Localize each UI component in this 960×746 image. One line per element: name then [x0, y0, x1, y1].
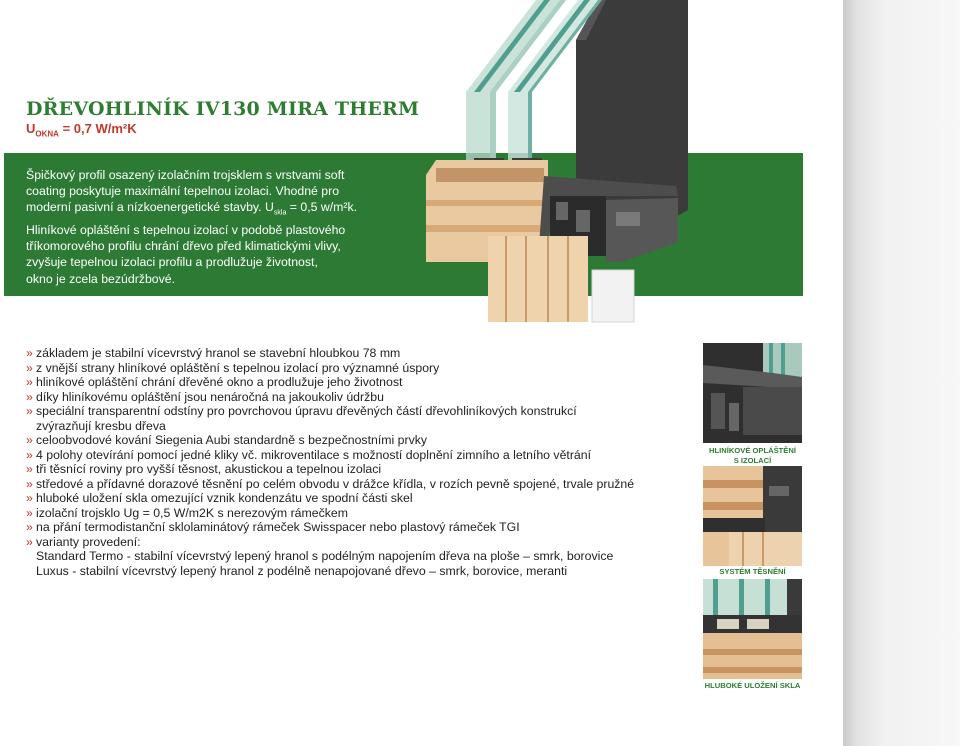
list-item: [26, 462, 686, 477]
intro-subscript: skla: [273, 209, 287, 217]
list-item: [26, 375, 686, 390]
bullet-marker: »: [26, 505, 33, 520]
intro-line: tříkomorového profilu chrání dřevo před klimatickými vlivy,: [26, 239, 341, 254]
list-item: [26, 404, 686, 419]
intro-line: coating poskytuje maximální tepelnou izolaci. Vhodné pro: [26, 184, 340, 199]
list-item-text: zvýrazňují kresbu dřeva: [36, 418, 166, 433]
list-item: [26, 390, 686, 405]
aluminium-cladding-detail-image: [703, 343, 802, 443]
intro-line: Špičkový profil osazený izolačním trojsklem s vrstvami soft: [26, 168, 345, 182]
bullet-marker: »: [26, 346, 33, 360]
variant-name: Luxus: [36, 563, 69, 578]
page-shadow-gutter: [843, 0, 960, 746]
caption-line: HLINÍKOVÉ OPLÁŠTĚNÍ: [709, 446, 796, 455]
variant-description: - stabilní vícevrstvý lepený hranol z podélně nenapojované dřevo – smrk, borovice, meranti: [68, 563, 568, 578]
list-item: [26, 506, 686, 521]
list-item-text: 4 polohy otevírání pomocí jedné kliky vč. mikroventilace s možností doplnění zimního a letního větrání: [36, 447, 592, 462]
bullet-marker: »: [26, 389, 33, 404]
list-item-text: izolační trojsklo Ug = 0,5 W/m2K s nerezovým rámečkem: [36, 505, 348, 520]
list-item-text: speciální transparentní odstíny pro povrchovou úpravu dřevěných částí dřevohliníkových konstrukcí: [36, 404, 577, 418]
bullet-marker: »: [26, 520, 33, 534]
list-item: [26, 361, 686, 376]
list-item: [26, 433, 686, 448]
intro-line: zvyšuje tepelnou izolaci profilu a prodlužuje životnost,: [26, 255, 318, 270]
list-item: [26, 448, 686, 463]
intro-line: [26, 199, 376, 222]
u-value-prefix: U: [26, 121, 36, 136]
variant-name: Standard Termo: [36, 549, 124, 563]
variant-item: [26, 564, 686, 579]
intro-text: [26, 167, 376, 287]
list-item-text: celoobvodové kování Siegenia Aubi standardně s bezpečnostními prvky: [36, 433, 428, 447]
sealing-system-detail-image: [703, 466, 802, 566]
u-value: [26, 121, 137, 139]
caption-sealing-system: SYSTÉM TĚSNĚNÍ: [719, 567, 786, 576]
list-item-text: hliníkové opláštění chrání dřevěné okno a prodlužuje jeho životnost: [36, 375, 403, 389]
deep-glass-seating-detail-image: [703, 579, 802, 679]
list-item: [26, 535, 686, 550]
bullet-marker: »: [26, 433, 33, 447]
list-item-text: tři těsnící roviny pro vyšší těsnost, akustickou a tepelnou izolaci: [36, 462, 382, 476]
caption-line: S IZOLACÍ: [733, 456, 772, 465]
list-item: [26, 346, 686, 361]
caption-deep-glass-seating: HLUBOKÉ ULOŽENÍ SKLA: [704, 681, 801, 690]
list-item: [26, 520, 686, 535]
caption-aluminium-cladding: [696, 446, 809, 466]
list-item-text: základem je stabilní vícevrstvý hranol se stavební hloubkou 78 mm: [36, 346, 401, 360]
list-item-text: díky hliníkovému opláštění jsou nenáročná na jakoukoliv údržbu: [36, 389, 384, 404]
list-item-text: středové a přídavné dorazové těsnění po celém obvodu v drážce křídla, v rozích pevně spojené, trvale pružné: [36, 476, 635, 491]
list-item-text: varianty provedení:: [36, 534, 141, 549]
intro-line: Hliníkové opláštění s tepelnou izolací v podobě plastového: [26, 223, 346, 238]
bullet-marker: »: [26, 491, 33, 505]
intro-text-part: = 0,5 w/m²k.: [286, 200, 358, 215]
bullet-marker: »: [26, 534, 33, 549]
variant-item: [26, 549, 686, 564]
bullet-marker: »: [26, 360, 33, 375]
u-value-number: = 0,7 W/m²K: [58, 121, 137, 136]
product-title: DŘEVOHLINÍK IV130 MIRA THERM: [26, 98, 420, 120]
feature-list: [26, 346, 686, 578]
list-item-text: na přání termodistanční sklolaminátový rámeček Swisspacer nebo plastový rámeček TGI: [36, 520, 520, 534]
intro-line: okno je zcela bezúdržbové.: [26, 271, 176, 286]
list-item-text: z vnější strany hliníkové opláštění s tepelnou izolací pro významné úspory: [36, 360, 440, 375]
list-item: [26, 491, 686, 506]
window-profile-cross-section-image: [426, 0, 690, 325]
bullet-marker: »: [26, 476, 33, 491]
list-item-continuation: [26, 419, 686, 434]
bullet-marker: »: [26, 447, 33, 462]
intro-text-part: moderní pasivní a nízkoenergetické stavby. U: [26, 200, 274, 215]
variant-description: - stabilní vícevrstvý lepený hranol s podélným napojením dřeva na ploše – smrk, borovice: [123, 549, 614, 563]
list-item-text: hluboké uložení skla omezující vznik kondenzátu ve spodní části skel: [36, 491, 413, 505]
bullet-marker: »: [26, 462, 33, 476]
u-value-subscript: OKNA: [35, 129, 59, 139]
bullet-marker: »: [26, 375, 33, 389]
bullet-marker: »: [26, 404, 33, 418]
list-item: [26, 477, 686, 492]
